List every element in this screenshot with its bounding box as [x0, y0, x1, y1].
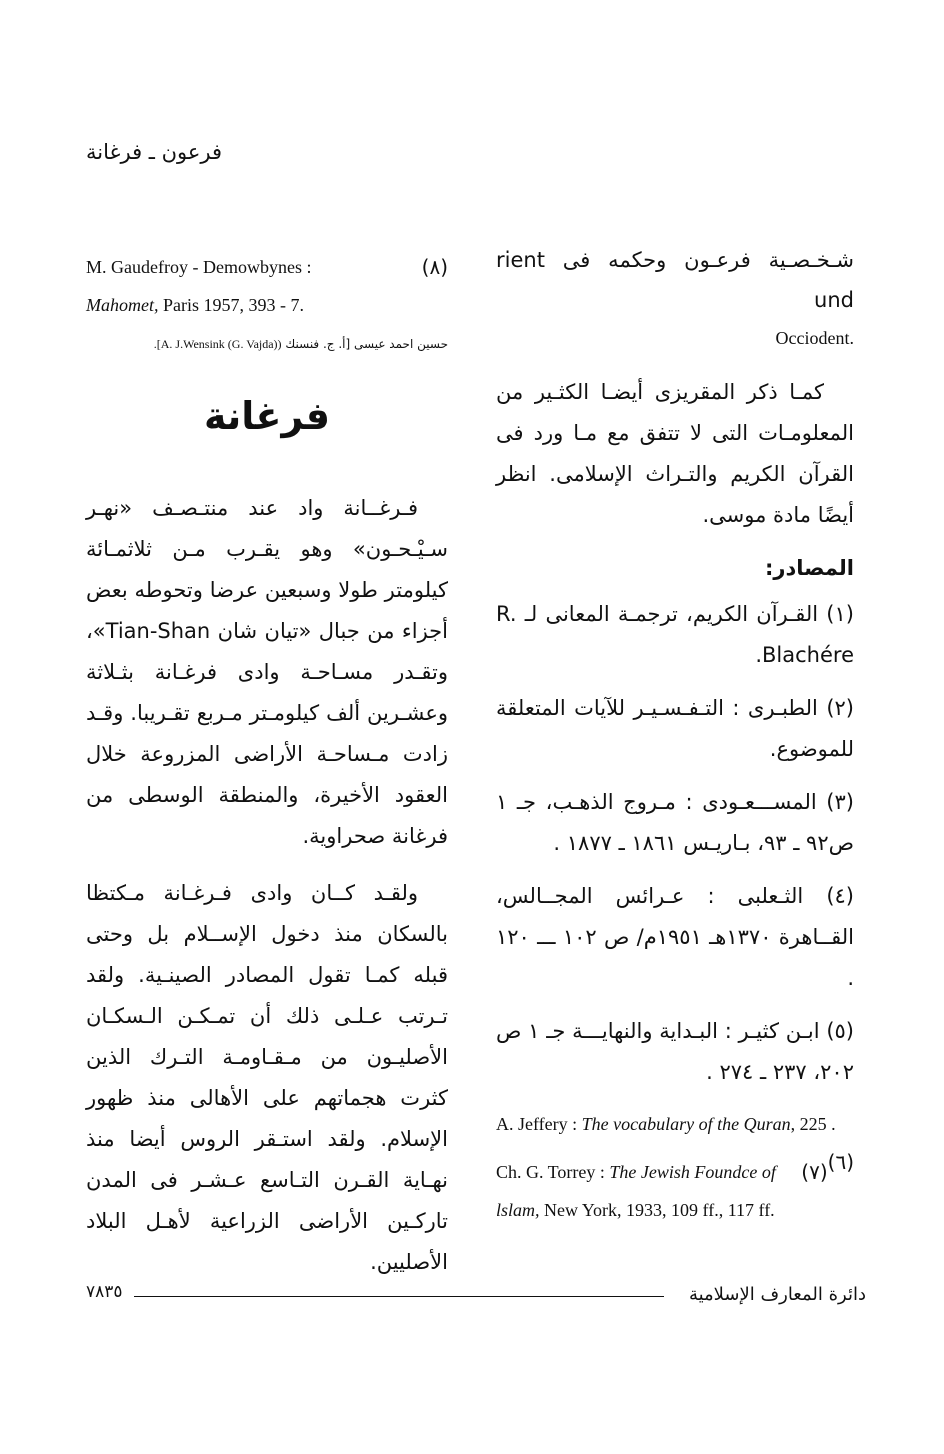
reference-7-tail: New York, 1933, 109 ff., 117 ff. — [539, 1200, 775, 1220]
reference-6-title: The vocabulary of the Quran — [581, 1114, 791, 1134]
reference-5: (٥) ابـن كثيـر : البـداية والنهايـــة جـ ١ ص ٢٠٢، ٢٣٧ ـ ٢٧٤ . — [496, 1019, 854, 1084]
reference-8-number: (٨) — [421, 255, 448, 279]
reference-8-title: Mahomet, — [86, 295, 159, 315]
reference-6-tail: , 225 . — [790, 1114, 836, 1134]
maqrizi-paragraph: كمـا ذكر المقريزى أيضـا الكثـير من المعلومـات التى لا تتفق مع مـا ورد فى القرآن الكريم والتـراث الإسلامى. انظر أيضًا مادة موسى. — [496, 380, 854, 527]
article-author — [86, 334, 448, 354]
reference-8-author: M. Gaudefroy - Demowbynes : — [86, 257, 312, 277]
continuation-line-1: شـخـصـية فرعـون وحكمه فى rient und — [496, 248, 854, 312]
reference-4: (٤) الثـعلبى : عـرائس المجــالس، القــاهرة ١٣٧٠هـ ١٩٥١م/ ص ١٠٢ ـــ ١٢٠ . — [496, 884, 854, 990]
left-column — [86, 240, 448, 1297]
continuation-line-2: .Occiodent — [775, 328, 854, 348]
reference-2: (٢) الطبـرى : التـفـسـيـر للآيات المتعلقة للموضوع. — [496, 696, 854, 761]
author-arabic: حسين احمد عيسى [أ. ج. فنسنك — [285, 337, 448, 351]
footer-publication: دائرة المعارف الإسلامية — [688, 1284, 866, 1305]
fergana-paragraph-2: ولقـد كــان وادى فـرغـانة مـكتظا بالسكان منذ دخول الإســلام بل وحتى قبله كمـا تقول المصادر الصينـية. ولقد تـرتب عـلـى ذلك أن تمـكـن الـسكـان الأصليـون من مـقـاومـة التـرك الذين كثرت هجماتهم على الأهالى منذ ظهور الإسلام. ولقد استـقر الروس أيضا منذ نهـاية القـرن التـاسع عـشـر فى المدن تاركـين الأراضى الزراعية لأهـل البلاد الأصليين. — [86, 881, 448, 1274]
reference-6-number: (٦) — [827, 1150, 854, 1174]
continuation-paragraph — [496, 240, 854, 320]
reference-7-author: Ch. G. Torrey : — [496, 1162, 610, 1182]
reference-8 — [86, 248, 448, 324]
running-header: فرعون ـ فرغانة — [86, 140, 223, 164]
reference-3: (٣) المســـعـودى : مـروج الذهـب، جـ ١ ص٩٢ ـ ٩٣، بـاريـس ١٨٦١ ـ ١٨٧٧ . — [496, 790, 854, 855]
reference-7-number: (٧) — [801, 1160, 828, 1184]
reference-8-tail: Paris 1957, 393 - 7. — [158, 295, 304, 315]
footer-page-number: ٧٨٣٥ — [86, 1282, 123, 1302]
footer-rule — [134, 1296, 664, 1297]
right-column — [496, 240, 854, 1239]
reference-7 — [496, 1153, 854, 1229]
author-latin: (A. J.Wensink (G. Vajda)]. — [153, 337, 282, 351]
reference-6-author: A. Jeffery : — [496, 1114, 582, 1134]
fergana-paragraph-1: فـرغــانة واد عند منتـصـف «نهـر سـيْـحـون» وهو يقـرب مـن ثلاثمـائة كيلومتر طولا وسبعين عرضا وتحوطه بعض أجزاء من جبال «تيان شان Tian-Shan»، وتقـدر مسـاحـة وادى فرغـانة بثـلاثة وعشـرين ألف كيلومـتر مـربع تقـريبا. وقـد زادت مـساحـة الأراضى المزروعة خلال العقود الأخيرة، والمنطقة الوسطى من فرغانة صحراوية. — [86, 496, 448, 848]
reference-7-title: The Jewish Foundce of lslam, — [496, 1162, 776, 1220]
reference-1: (١) القـرآن الكريم، ترجمـة المعانى لـ R. Blachére. — [496, 602, 854, 667]
sources-heading: المصادر: — [764, 556, 854, 580]
entry-title: فرغانة — [203, 394, 331, 438]
